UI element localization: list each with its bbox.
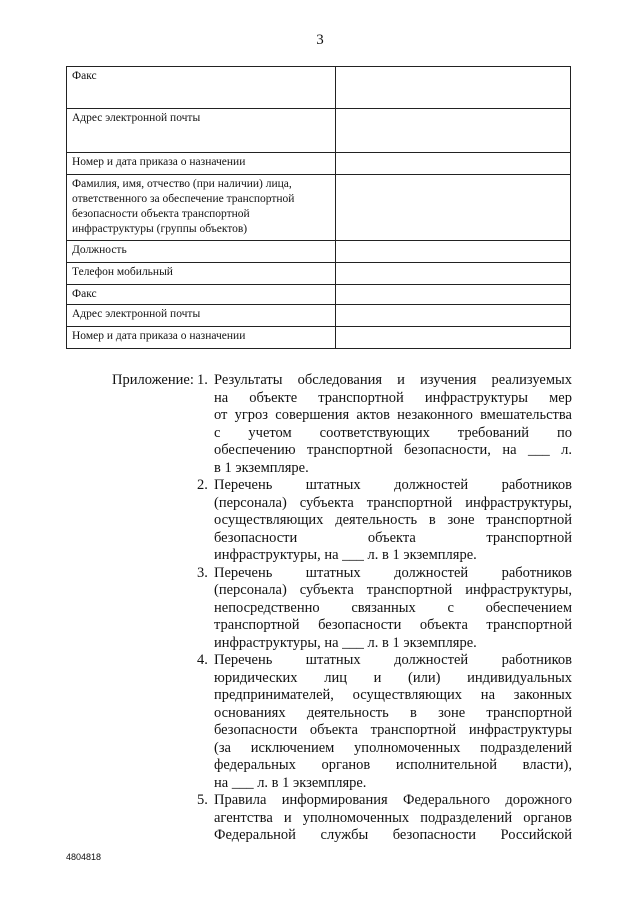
- attachment-item-line: Перечень штатных должностей работников: [214, 652, 572, 668]
- row-value-cell[interactable]: [336, 305, 571, 327]
- row-value-cell[interactable]: [336, 153, 571, 175]
- attachment-heading: Приложение:: [112, 372, 194, 388]
- attachment-item-line: (персонала) субъекта транспортной инфраструктуры,: [214, 582, 572, 598]
- row-label: Фамилия, имя, отчество (при наличии) лица, ответственного за обеспечение транспортной безопасности объекта транспортной инфраструктуры (группы объектов): [67, 175, 336, 241]
- document-code: 4804818: [66, 852, 102, 862]
- table-row: [67, 109, 571, 153]
- attachment-item-line: агентства и уполномоченных подразделений органов: [214, 809, 572, 826]
- attachment-item-number: 1.: [197, 372, 208, 388]
- row-label: Должность: [67, 241, 336, 263]
- table-row: [67, 153, 571, 175]
- attachment-item-line: Федеральной службы безопасности Российской: [214, 827, 572, 843]
- row-label: Телефон мобильный: [67, 263, 336, 285]
- attachment-item-line: от угроз совершения актов незаконного вмешательства: [214, 407, 572, 423]
- page-number: 3: [316, 32, 324, 48]
- attachment-item: [197, 652, 572, 792]
- attachment-item-number: 3.: [197, 564, 208, 581]
- table-row: [67, 241, 571, 263]
- attachment-item: [197, 564, 572, 653]
- attachment-item-line: Правила информирования Федерального дорожного: [214, 792, 572, 808]
- table-row: [67, 285, 571, 305]
- attachment-item-line: инфраструктуры, на ___ л. в 1 экземпляре.: [214, 634, 477, 651]
- attachment-item-line: (за исключением уполномоченных подразделений: [214, 739, 572, 756]
- attachment-item-line: осуществляющих деятельность в зоне транспортной: [214, 512, 572, 528]
- attachment-item-line: безопасности объекта транспортной инфраструктуры: [214, 722, 572, 738]
- table-row: [67, 263, 571, 285]
- attachment-item-line: с учетом соответствующих требований по: [214, 424, 572, 441]
- attachment-item-number: 4.: [197, 652, 208, 668]
- attachment-item-line: основаниях деятельность в зоне транспортной: [214, 704, 572, 721]
- attachment-item: [197, 477, 572, 565]
- row-label: Номер и дата приказа о назначении: [67, 327, 336, 349]
- attachment-item-line: юридических лиц и (или) индивидуальных: [214, 669, 572, 686]
- attachment-item-line: (персонала) субъекта транспортной инфраструктуры,: [214, 494, 572, 511]
- attachment-item: [197, 372, 572, 477]
- attachment-item-line: в 1 экземпляре.: [214, 459, 309, 476]
- attachment-item-number: 2.: [197, 477, 208, 493]
- attachment-item-line: на объекте транспортной инфраструктуры мер: [214, 389, 572, 406]
- attachment-item-line: непосредственно связанных с обеспечением: [214, 599, 572, 616]
- row-label: Факс: [67, 285, 336, 305]
- table-row: [67, 327, 571, 349]
- table-row: [67, 305, 571, 327]
- attachment-item-number: 5.: [197, 792, 208, 808]
- attachment-item-line: предпринимателей, осуществляющих на законных: [214, 687, 572, 703]
- attachment-list: [197, 372, 572, 845]
- row-value-cell[interactable]: [336, 241, 571, 263]
- row-value-cell[interactable]: [336, 175, 571, 241]
- attachment-item-line: Результаты обследования и изучения реализуемых: [214, 372, 572, 388]
- attachment-item-line: федеральных органов исполнительной власти),: [214, 757, 572, 773]
- table-row: [67, 175, 571, 241]
- row-value-cell[interactable]: [336, 263, 571, 285]
- attachment-item-line: безопасности объекта транспортной: [214, 529, 572, 546]
- attachment-item-line: на ___ л. в 1 экземпляре.: [214, 774, 367, 791]
- row-label: Номер и дата приказа о назначении: [67, 153, 336, 175]
- attachment-item-line: инфраструктуры, на ___ л. в 1 экземпляре.: [214, 547, 477, 563]
- attachment-item-line: Перечень штатных должностей работников: [214, 564, 572, 581]
- attachment-item-line: транспортной безопасности объекта транспортной: [214, 617, 572, 633]
- row-value-cell[interactable]: [336, 109, 571, 153]
- contact-table: [66, 66, 571, 349]
- row-label: Адрес электронной почты: [67, 109, 336, 153]
- table-row: [67, 67, 571, 109]
- attachment-item-line: Перечень штатных должностей работников: [214, 477, 572, 493]
- attachment-item: [197, 792, 572, 845]
- attachment-item-line: обеспечению транспортной безопасности, на ___ л.: [214, 442, 572, 458]
- row-label: Факс: [67, 67, 336, 109]
- row-value-cell[interactable]: [336, 285, 571, 305]
- row-label: Адрес электронной почты: [67, 305, 336, 327]
- row-value-cell[interactable]: [336, 327, 571, 349]
- row-value-cell[interactable]: [336, 67, 571, 109]
